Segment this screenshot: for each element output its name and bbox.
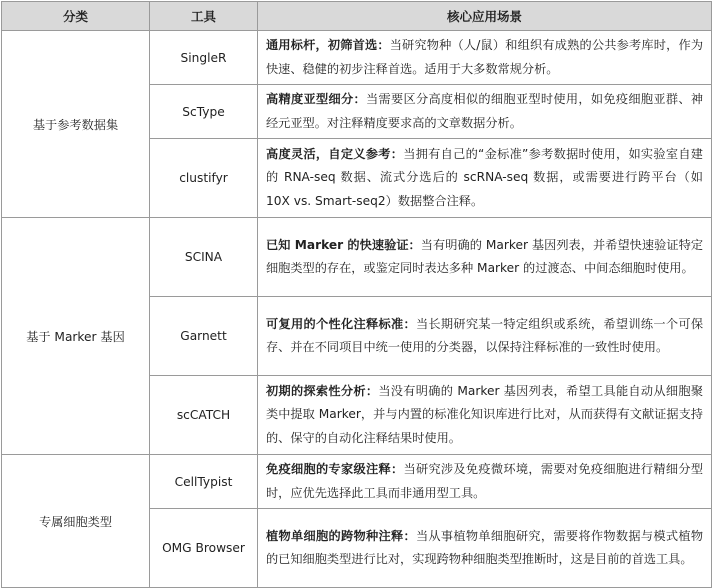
tool-name: clustifyr	[150, 139, 258, 218]
scenario-lead: 免疫细胞的专家级注释：	[266, 462, 404, 476]
tool-name: Garnett	[150, 297, 258, 376]
annotation-tools-table	[1, 1, 712, 588]
scenario-text: 当需要区分高度相似的细胞亚型时使用，如免疫细胞亚群、神经元亚型。对注释精度要求高的文章数据分析。	[266, 92, 704, 130]
scenario-text: 当长期研究某一特定组织或系统，希望训练一个可保存、并在不同项目中统一使用的分类器，以保持注释标准的一致性时使用。	[266, 316, 704, 354]
scenario-cell	[258, 509, 712, 588]
scenario-text: 当拥有自己的“金标准”参考数据时使用，如实验室自建的 RNA-seq 数据、流式分选后的 scRNA-seq 数据，或需要进行跨平台（如 10X vs. Smart-seq2）数据整合注释。	[266, 146, 703, 208]
table-row	[2, 218, 712, 297]
scenario-cell	[258, 218, 712, 297]
tool-name: SingleR	[150, 31, 258, 85]
table-row	[2, 31, 712, 85]
header-category: 分类	[2, 2, 150, 31]
table-row	[2, 455, 712, 509]
header-tool: 工具	[150, 2, 258, 31]
scenario-cell	[258, 139, 712, 218]
category-cell: 专属细胞类型	[2, 455, 150, 588]
scenario-lead: 初期的探索性分析：	[266, 383, 379, 398]
category-cell: 基于 Marker 基因	[2, 218, 150, 455]
header-scenario: 核心应用场景	[258, 2, 712, 31]
tool-name: ScType	[150, 85, 258, 139]
table-header-row	[2, 2, 712, 31]
scenario-text: 当从事植物单细胞研究，需要将作物数据与模式植物的已知细胞类型进行比对，实现跨物种细胞类型推断时，这是目前的首选工具。	[266, 528, 704, 566]
scenario-cell	[258, 85, 712, 139]
scenario-text: 当研究物种（人/鼠）和组织有成熟的公共参考库时，作为快速、稳健的初步注释首选。适用于大多数常规分析。	[266, 38, 704, 76]
scenario-lead: 已知 Marker 的快速验证：	[266, 237, 421, 252]
scenario-lead: 通用标杆，初筛首选：	[266, 38, 390, 52]
scenario-lead: 高精度亚型细分：	[266, 92, 366, 106]
tool-name: scCATCH	[150, 376, 258, 455]
scenario-cell	[258, 31, 712, 85]
tool-name: OMG Browser	[150, 509, 258, 588]
scenario-cell	[258, 297, 712, 376]
scenario-lead: 植物单细胞的跨物种注释：	[266, 528, 416, 543]
category-cell: 基于参考数据集	[2, 31, 150, 218]
scenario-lead: 高度灵活，自定义参考：	[266, 146, 404, 161]
tool-name: SCINA	[150, 218, 258, 297]
scenario-text: 当没有明确的 Marker 基因列表，希望工具能自动从细胞聚类中提取 Marker，并与内置的标准化知识库进行比对，从而获得有文献证据支持的、保守的自动化注释结果时使用。	[266, 383, 704, 445]
scenario-cell	[258, 455, 712, 509]
scenario-text: 当研究涉及免疫微环境，需要对免疫细胞进行精细分型时，应优先选择此工具而非通用型工具。	[266, 462, 704, 500]
tool-name: CellTypist	[150, 455, 258, 509]
scenario-text: 当有明确的 Marker 基因列表，并希望快速验证特定细胞类型的存在，或鉴定同时表达多种 Marker 的过渡态、中间态细胞时使用。	[266, 237, 704, 275]
scenario-lead: 可复用的个性化注释标准：	[266, 316, 416, 331]
scenario-cell	[258, 376, 712, 455]
